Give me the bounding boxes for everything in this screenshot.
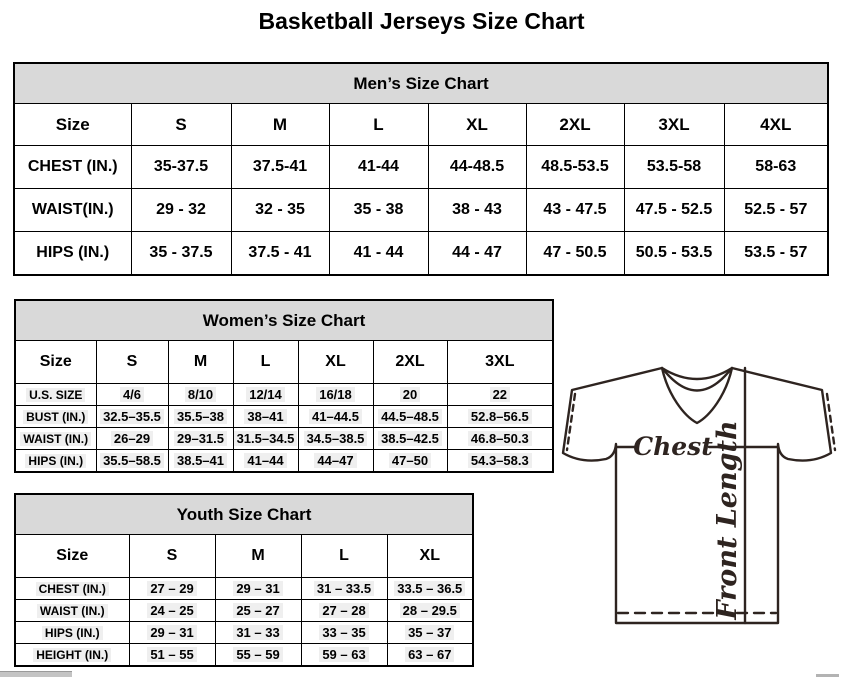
mens-size-table	[13, 62, 829, 276]
collar-back-arc	[662, 368, 732, 379]
table-row	[15, 428, 553, 450]
column-header: S	[96, 341, 168, 384]
column-header: 3XL	[447, 341, 553, 384]
column-header: 4XL	[724, 104, 828, 146]
chest-label: Chest	[633, 432, 713, 461]
cell-value: 35-37.5	[131, 146, 231, 189]
cell-value: 33.5 – 36.5	[387, 578, 473, 600]
cell-value: 24 – 25	[129, 600, 215, 622]
cell-value: 35 - 38	[329, 189, 428, 232]
table-row	[14, 232, 828, 276]
column-header: Size	[14, 104, 131, 146]
column-header: L	[233, 341, 298, 384]
cell-value: 41–44.5	[298, 406, 373, 428]
column-header: L	[329, 104, 428, 146]
column-header: S	[129, 535, 215, 578]
cell-value: 47.5 - 52.5	[624, 189, 724, 232]
cell-value: 32.5–35.5	[96, 406, 168, 428]
row-label: WAIST (IN.)	[15, 600, 129, 622]
cell-value: 38.5–41	[168, 450, 233, 473]
cell-value: 53.5 - 57	[724, 232, 828, 276]
page-title: Basketball Jerseys Size Chart	[258, 8, 585, 34]
cell-value: 44-48.5	[428, 146, 526, 189]
cell-value: 46.8–50.3	[447, 428, 553, 450]
cell-value: 63 – 67	[387, 644, 473, 667]
column-header: 3XL	[624, 104, 724, 146]
cell-value: 27 – 29	[129, 578, 215, 600]
table-row	[15, 406, 553, 428]
cell-value: 22	[447, 384, 553, 406]
cell-value: 44 - 47	[428, 232, 526, 276]
table-title: Youth Size Chart	[15, 494, 473, 535]
row-label: WAIST (IN.)	[15, 428, 96, 450]
column-header: Size	[15, 535, 129, 578]
row-label: CHEST (IN.)	[14, 146, 131, 189]
cell-value: 35.5–38	[168, 406, 233, 428]
cell-value: 51 – 55	[129, 644, 215, 667]
cell-value: 33 – 35	[301, 622, 387, 644]
womens-size-table	[14, 299, 554, 473]
table-row	[15, 644, 473, 667]
cell-value: 47–50	[373, 450, 447, 473]
row-label: WAIST(IN.)	[14, 189, 131, 232]
cell-value: 52.8–56.5	[447, 406, 553, 428]
column-header: L	[301, 535, 387, 578]
column-header: XL	[387, 535, 473, 578]
cell-value: 31.5–34.5	[233, 428, 298, 450]
table-row	[15, 622, 473, 644]
column-header: XL	[428, 104, 526, 146]
row-label: HIPS (IN.)	[14, 232, 131, 276]
row-label: CHEST (IN.)	[15, 578, 129, 600]
row-label: BUST (IN.)	[15, 406, 96, 428]
column-header: M	[231, 104, 329, 146]
table-row	[15, 600, 473, 622]
table-title: Men’s Size Chart	[14, 63, 828, 104]
cell-value: 50.5 - 53.5	[624, 232, 724, 276]
cell-value: 29 – 31	[129, 622, 215, 644]
front-length-label: Front Length	[712, 420, 743, 620]
jersey-measurement-diagram	[560, 358, 842, 632]
row-label: HIPS (IN.)	[15, 450, 96, 473]
cell-value: 16/18	[298, 384, 373, 406]
cell-value: 34.5–38.5	[298, 428, 373, 450]
cell-value: 29–31.5	[168, 428, 233, 450]
cell-value: 59 – 63	[301, 644, 387, 667]
cell-value: 37.5 - 41	[231, 232, 329, 276]
table-row	[14, 189, 828, 232]
cell-value: 44.5–48.5	[373, 406, 447, 428]
cell-value: 20	[373, 384, 447, 406]
cell-value: 38–41	[233, 406, 298, 428]
cell-value: 31 – 33.5	[301, 578, 387, 600]
cell-value: 28 – 29.5	[387, 600, 473, 622]
cell-value: 32 - 35	[231, 189, 329, 232]
cell-value: 48.5-53.5	[526, 146, 624, 189]
cell-value: 41-44	[329, 146, 428, 189]
cell-value: 55 – 59	[215, 644, 301, 667]
row-label: U.S. SIZE	[15, 384, 96, 406]
column-header: 2XL	[373, 341, 447, 384]
table-row	[15, 384, 553, 406]
cell-value: 53.5-58	[624, 146, 724, 189]
table-row	[15, 450, 553, 473]
table-title: Women’s Size Chart	[15, 300, 553, 341]
cell-value: 35.5–58.5	[96, 450, 168, 473]
cell-value: 26–29	[96, 428, 168, 450]
table-row	[14, 146, 828, 189]
cell-value: 8/10	[168, 384, 233, 406]
column-header: 2XL	[526, 104, 624, 146]
column-header: M	[168, 341, 233, 384]
cell-value: 29 - 32	[131, 189, 231, 232]
cell-value: 38 - 43	[428, 189, 526, 232]
cell-value: 38.5–42.5	[373, 428, 447, 450]
row-label: HIPS (IN.)	[15, 622, 129, 644]
cell-value: 4/6	[96, 384, 168, 406]
cell-value: 58-63	[724, 146, 828, 189]
cell-value: 35 – 37	[387, 622, 473, 644]
cell-value: 12/14	[233, 384, 298, 406]
cell-value: 27 – 28	[301, 600, 387, 622]
cell-value: 25 – 27	[215, 600, 301, 622]
cell-value: 52.5 - 57	[724, 189, 828, 232]
cell-value: 43 - 47.5	[526, 189, 624, 232]
column-header: Size	[15, 341, 96, 384]
cell-value: 41–44	[233, 450, 298, 473]
column-header: M	[215, 535, 301, 578]
cell-value: 44–47	[298, 450, 373, 473]
cell-value: 35 - 37.5	[131, 232, 231, 276]
column-header: XL	[298, 341, 373, 384]
cell-value: 29 – 31	[215, 578, 301, 600]
column-header: S	[131, 104, 231, 146]
cell-value: 37.5-41	[231, 146, 329, 189]
cell-value: 31 – 33	[215, 622, 301, 644]
youth-size-table	[14, 493, 474, 667]
horizontal-scrollbar-thumb-right[interactable]	[816, 674, 839, 677]
cell-value: 47 - 50.5	[526, 232, 624, 276]
cell-value: 41 - 44	[329, 232, 428, 276]
cell-value: 54.3–58.3	[447, 450, 553, 473]
jersey-outline-path	[563, 368, 831, 623]
table-row	[15, 578, 473, 600]
horizontal-scrollbar-thumb-left[interactable]	[0, 671, 72, 677]
collar-v-outline	[662, 368, 732, 423]
row-label: HEIGHT (IN.)	[15, 644, 129, 667]
